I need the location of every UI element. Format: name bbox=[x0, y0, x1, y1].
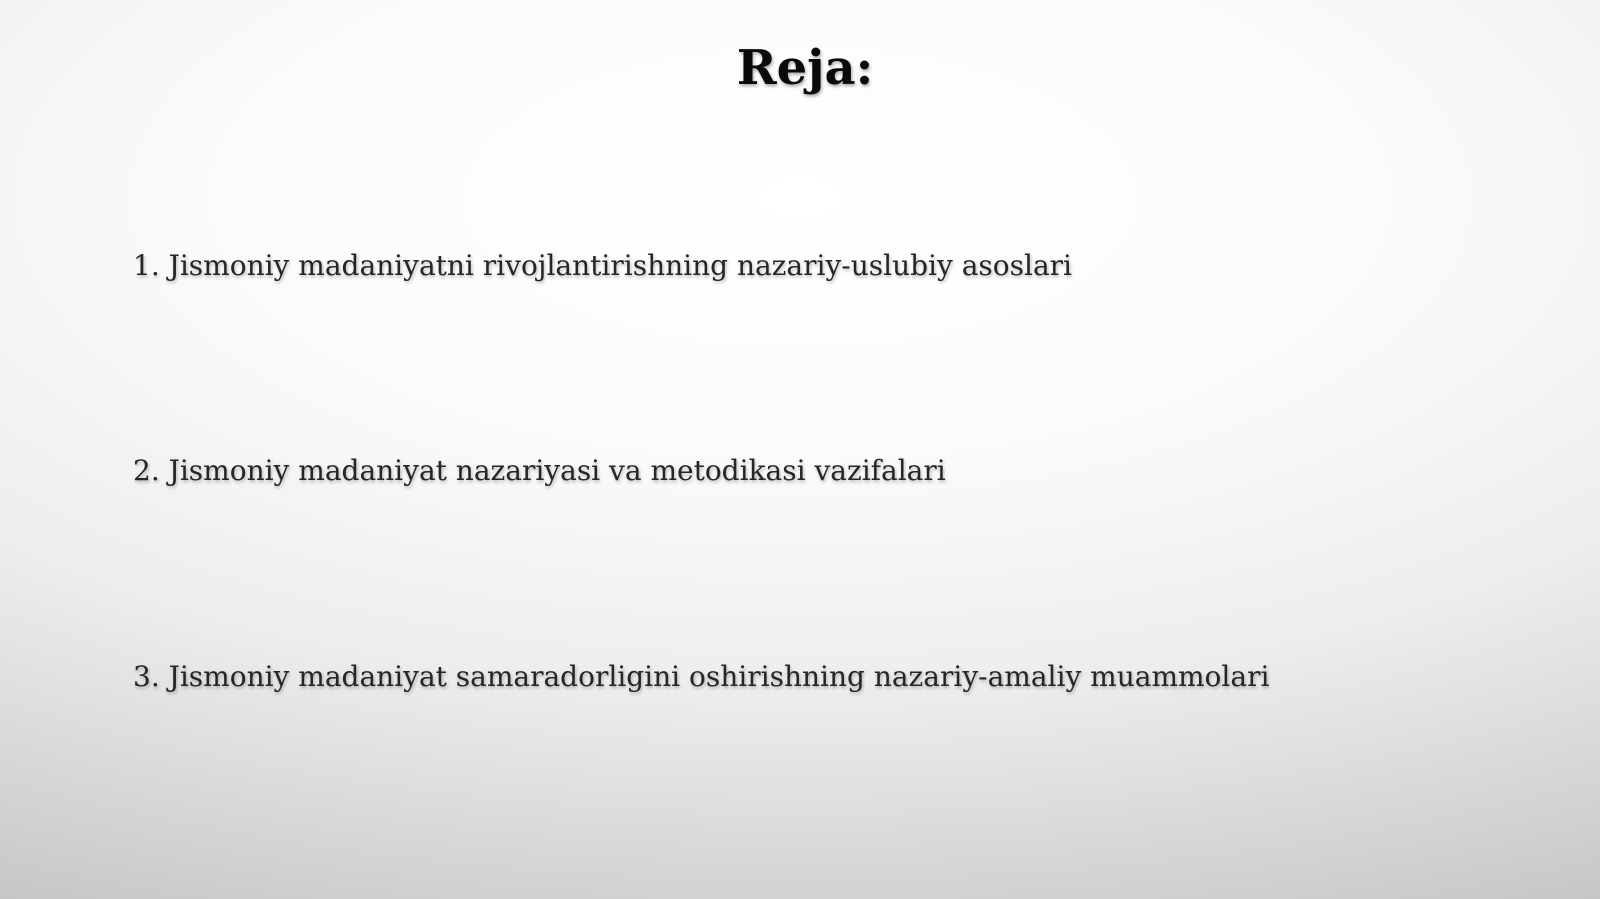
slide-title: Reja: bbox=[736, 40, 874, 96]
plan-item-3: 3. Jismoniy madaniyat samaradorligini oshirishning nazariy-amaliy muammolari bbox=[133, 660, 1270, 693]
plan-item-1: 1. Jismoniy madaniyatni rivojlantirishning nazariy-uslubiy asoslari bbox=[133, 249, 1073, 282]
plan-item-2: 2. Jismoniy madaniyat nazariyasi va metodikasi vazifalari bbox=[133, 454, 946, 487]
